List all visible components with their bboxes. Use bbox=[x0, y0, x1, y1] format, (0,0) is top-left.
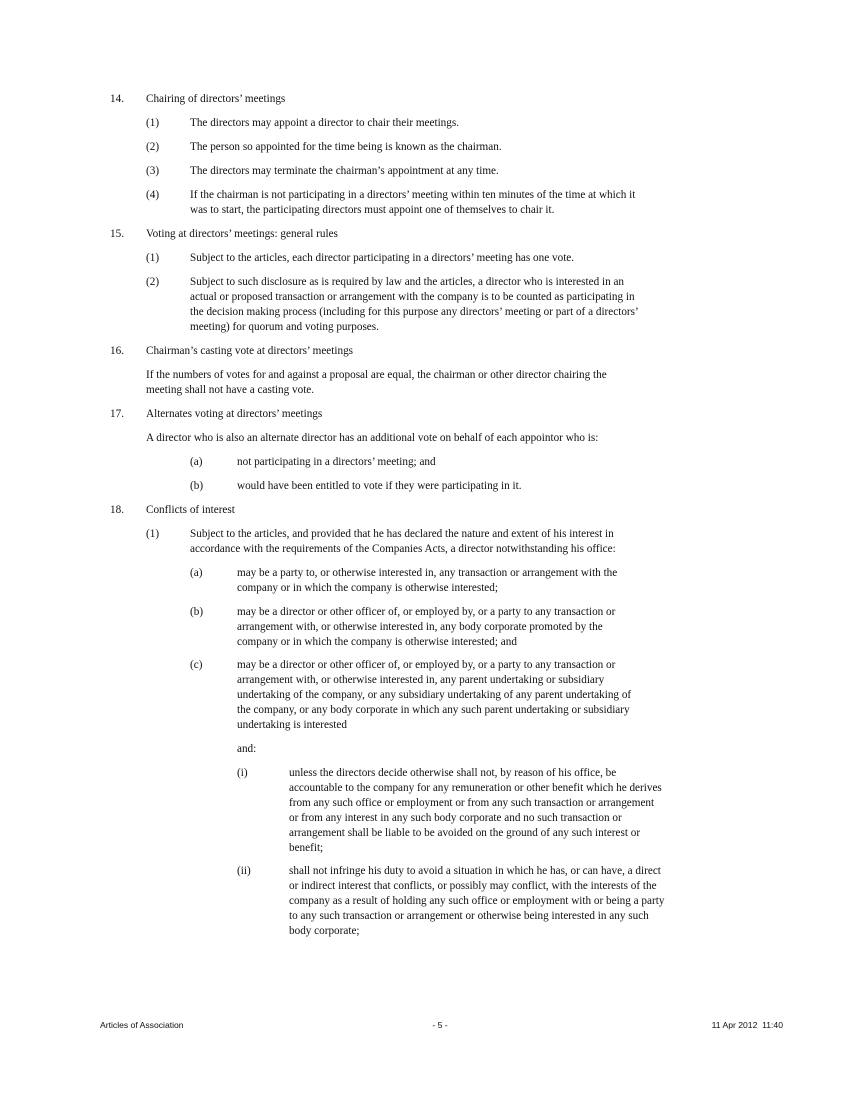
text-line: meeting) for quorum and voting purposes. bbox=[190, 321, 379, 333]
text-line: may be a director or other officer of, or employed by, or a party to any transaction or bbox=[237, 606, 616, 618]
clause-label: (b) bbox=[190, 480, 204, 492]
section-title: Alternates voting at directors’ meetings bbox=[146, 408, 323, 420]
section-number: 15. bbox=[110, 228, 124, 240]
text-line: Subject to the articles, and provided that he has declared the nature and extent of his interest in bbox=[190, 528, 614, 540]
clause-text: The directors may terminate the chairman’s appointment at any time. bbox=[190, 165, 499, 177]
section-number: 17. bbox=[110, 408, 124, 420]
clause-text: Subject to the articles, each director participating in a directors’ meeting has one vote. bbox=[190, 252, 575, 264]
text-line: arrangement with, or otherwise interested in, any body corporate promoted by the bbox=[237, 621, 603, 633]
text-line: company or in which the company is otherwise interested; bbox=[237, 582, 498, 594]
clause-label: (4) bbox=[146, 189, 160, 201]
clause-text: The person so appointed for the time being is known as the chairman. bbox=[190, 141, 502, 153]
clause-text bbox=[237, 566, 617, 596]
text-line: arrangement with, or otherwise interested in, any parent undertaking or subsidiary bbox=[237, 674, 605, 686]
section-number: 16. bbox=[110, 345, 124, 357]
text-line: actual or proposed transaction or arrangement with the company is to be counted as participating in bbox=[190, 291, 635, 303]
text-line: or indirect interest that conflicts, or possibly may conflict, with the interests of the bbox=[289, 880, 657, 892]
text-line: company or in which the company is otherwise interested; and bbox=[237, 636, 517, 648]
clause-label: (b) bbox=[190, 606, 204, 618]
footer-page-number: - 5 - bbox=[432, 1020, 448, 1030]
clause-label: (1) bbox=[146, 528, 160, 540]
text-line: was to start, the participating directors must appoint one of themselves to chair it. bbox=[190, 204, 555, 216]
text-line: arrangement shall be liable to be avoided on the ground of any such interest or bbox=[289, 827, 641, 839]
text-line: from any such office or employment or from any such transaction or arrangement bbox=[289, 797, 655, 809]
footer-document-title: Articles of Association bbox=[100, 1020, 184, 1030]
section-paragraph bbox=[146, 368, 607, 398]
clause-text bbox=[237, 605, 615, 650]
clause-label: (c) bbox=[190, 659, 203, 671]
text-line: the company, or any body corporate in which any such parent undertaking or subsidiary bbox=[237, 704, 630, 716]
clause-label: (2) bbox=[146, 276, 160, 288]
text-line: or from any interest in any such body corporate and no such transaction or bbox=[289, 812, 622, 824]
footer-timestamp: 11 Apr 2012 11:40 bbox=[711, 1020, 783, 1030]
clause-label: (2) bbox=[146, 141, 160, 153]
clause-label: (a) bbox=[190, 456, 203, 468]
clause-text: would have been entitled to vote if they were participating in it. bbox=[237, 480, 522, 492]
clause-text: not participating in a directors’ meeting; and bbox=[237, 456, 436, 468]
text-line: accountable to the company for any remuneration or other benefit which he derives bbox=[289, 782, 662, 794]
text-line: undertaking of the company, or any subsidiary undertaking of any parent undertaking of bbox=[237, 689, 632, 701]
section-paragraph: A director who is also an alternate director has an additional vote on behalf of each appointor who is: bbox=[146, 432, 599, 444]
text-line: unless the directors decide otherwise shall not, by reason of his office, be bbox=[289, 767, 617, 779]
conjunction-text: and: bbox=[237, 743, 257, 755]
clause-label: (1) bbox=[146, 117, 160, 129]
clause-text bbox=[289, 766, 662, 856]
clause-text bbox=[289, 864, 664, 939]
text-line: If the numbers of votes for and against a proposal are equal, the chairman or other director chairing the bbox=[146, 369, 607, 381]
clause-label: (ii) bbox=[237, 865, 251, 877]
clause-label: (1) bbox=[146, 252, 160, 264]
text-line: shall not infringe his duty to avoid a situation in which he has, or can have, a direct bbox=[289, 865, 661, 877]
section-number: 14. bbox=[110, 93, 124, 105]
clause-text bbox=[190, 188, 635, 218]
text-line: to any such transaction or arrangement or otherwise being interested in any such bbox=[289, 910, 649, 922]
text-line: may be a party to, or otherwise interested in, any transaction or arrangement with the bbox=[237, 567, 618, 579]
clause-label: (a) bbox=[190, 567, 203, 579]
text-line: Subject to such disclosure as is required by law and the articles, a director who is interested in an bbox=[190, 276, 625, 288]
clause-text bbox=[237, 658, 631, 733]
section-number: 18. bbox=[110, 504, 124, 516]
clause-label: (3) bbox=[146, 165, 160, 177]
text-line: may be a director or other officer of, or employed by, or a party to any transaction or bbox=[237, 659, 616, 671]
text-line: body corporate; bbox=[289, 925, 360, 937]
text-line: the decision making process (including for this purpose any directors’ meeting or part of a directors’ bbox=[190, 306, 639, 318]
clause-text: The directors may appoint a director to chair their meetings. bbox=[190, 117, 460, 129]
text-line: accordance with the requirements of the Companies Acts, a director notwithstanding his office: bbox=[190, 543, 616, 555]
section-title: Chairing of directors’ meetings bbox=[146, 93, 286, 105]
section-title: Voting at directors’ meetings: general rules bbox=[146, 228, 338, 240]
text-line: benefit; bbox=[289, 842, 324, 854]
text-line: undertaking is interested bbox=[237, 719, 347, 731]
clause-text bbox=[190, 275, 639, 335]
section-title: Conflicts of interest bbox=[146, 504, 235, 516]
section-title: Chairman’s casting vote at directors’ meetings bbox=[146, 345, 354, 357]
clause-text bbox=[190, 527, 616, 557]
text-line: company as a result of holding any such office or employment with or being a party bbox=[289, 895, 665, 907]
text-line: If the chairman is not participating in a directors’ meeting within ten minutes of the time at which it bbox=[190, 189, 636, 201]
text-line: meeting shall not have a casting vote. bbox=[146, 384, 315, 396]
clause-label: (i) bbox=[237, 767, 248, 779]
